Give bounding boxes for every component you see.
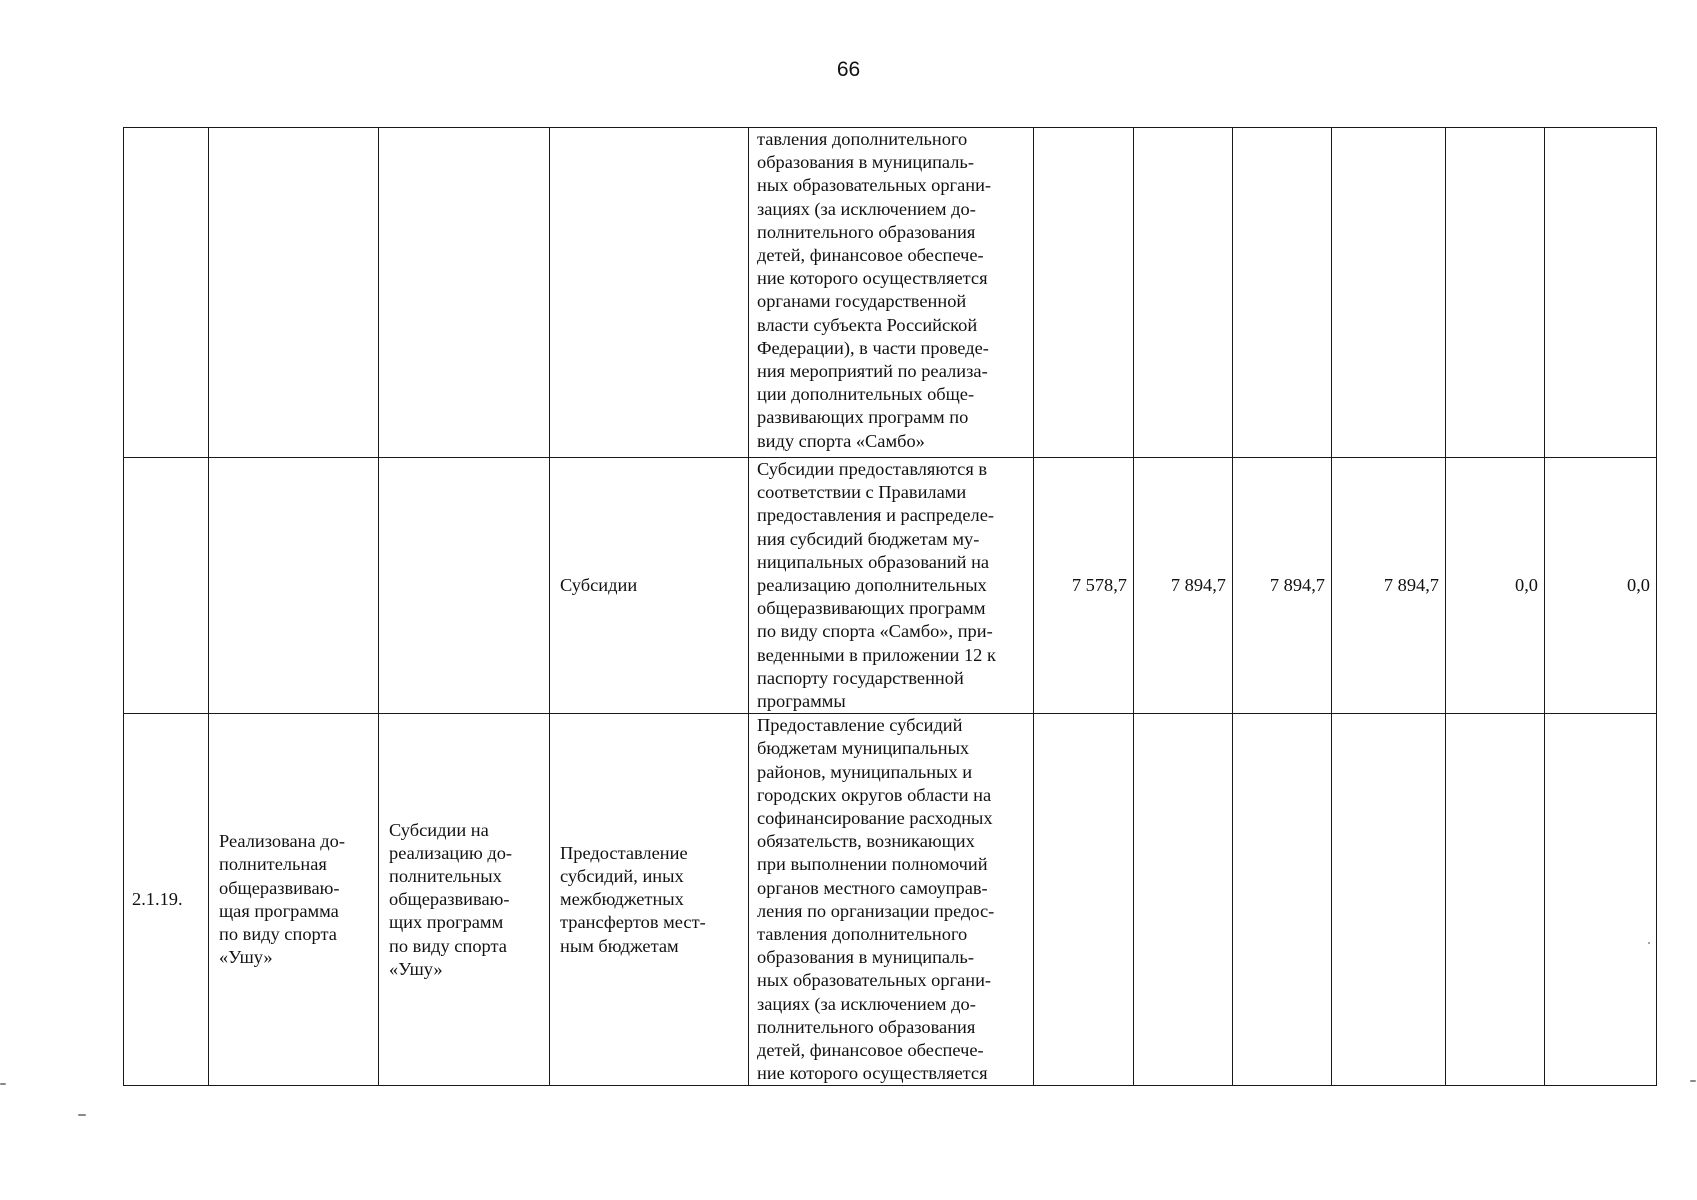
cell-text-line: при выполнении полномочий <box>757 854 988 875</box>
cell-text-line: образования в муниципаль- <box>757 152 974 173</box>
cell-text-line: зациях (за исключением до- <box>757 198 976 219</box>
cell-text-line: ние которого осуществляется <box>757 1063 988 1084</box>
cell-text-line: ния субсидий бюджетам му- <box>757 528 980 549</box>
cell-text-line: межбюджетных <box>560 889 684 910</box>
cell-text-line: Реализована до- <box>219 831 345 852</box>
cell-text-line: полнительная <box>219 854 327 875</box>
value-cell: 0,0 <box>1545 458 1657 714</box>
cell-text-line: зациях (за исключением до- <box>757 993 976 1014</box>
cell-text-line: развивающих программ по <box>757 407 969 428</box>
cell-text-line: реализацию дополнительных <box>757 575 987 596</box>
cell-text-line: веденными в приложении 12 к <box>757 644 996 665</box>
cell-text-line: Субсидии предоставляются в <box>757 459 988 479</box>
value-cell <box>1134 714 1233 1086</box>
cell-text-line: тавления дополнительного <box>757 129 968 149</box>
cell-text-line: ния мероприятий по реализа- <box>757 361 988 382</box>
value-cell <box>1446 128 1545 458</box>
mechanism-cell <box>550 714 749 1086</box>
cell-text-line: субсидий, иных <box>560 866 684 887</box>
cell-text-line: по виду спорта <box>389 935 507 956</box>
cell-text-line: общеразвиваю- <box>389 889 510 910</box>
row-number-cell <box>124 458 209 714</box>
value-cell: 7 894,7 <box>1332 458 1446 714</box>
cell-text-line: по виду спорта <box>219 924 337 945</box>
result-cell <box>209 458 379 714</box>
cell-text-line: трансфертов мест- <box>560 912 706 933</box>
scan-speck <box>1648 942 1650 944</box>
value-cell <box>1332 128 1446 458</box>
mechanism-cell <box>550 458 749 714</box>
table-row <box>124 458 1657 714</box>
cell-text-line: детей, финансовое обеспече- <box>757 245 984 266</box>
description-cell <box>749 714 1034 1086</box>
value-cell: 7 894,7 <box>1233 458 1332 714</box>
value-cell: 0,0 <box>1446 458 1545 714</box>
cell-text-line: обязательств, возникающих <box>757 831 975 852</box>
value-cell <box>1134 128 1233 458</box>
cell-text-line: софинансирование расходных <box>757 808 993 829</box>
cell-text-line: ным бюджетам <box>560 935 679 956</box>
cell-text-line: Субсидии <box>560 575 638 596</box>
cell-text-line: Федерации), в части проведе- <box>757 337 989 358</box>
cell-text-line: Предоставление <box>560 842 688 863</box>
event-cell <box>379 714 550 1086</box>
event-cell <box>379 458 550 714</box>
description-cell <box>749 128 1034 458</box>
cell-text-line: власти субъекта Российской <box>757 314 978 335</box>
cell-text-line: ных образовательных органи- <box>757 175 992 196</box>
value-cell <box>1034 128 1134 458</box>
value-cell <box>1034 714 1134 1086</box>
cell-text-line: реализацию до- <box>389 842 513 863</box>
event-cell <box>379 128 550 458</box>
table-row <box>124 128 1657 458</box>
scan-speck <box>1690 1080 1696 1082</box>
scan-speck <box>78 1114 86 1116</box>
row-number-cell: 2.1.19. <box>124 714 209 1086</box>
mechanism-cell <box>550 128 749 458</box>
cell-text-line: образования в муниципаль- <box>757 947 974 968</box>
table-row <box>124 714 1657 1086</box>
cell-text-line: соответствии с Правилами <box>757 482 967 503</box>
cell-text-line: «Ушу» <box>219 947 273 968</box>
cell-text-line: бюджетам муниципальных <box>757 738 970 759</box>
cell-text-line: по виду спорта «Самбо», при- <box>757 621 993 642</box>
cell-text-line: полнительного образования <box>757 1016 976 1037</box>
cell-text-line: «Ушу» <box>389 958 443 979</box>
cell-text-line: полнительных <box>389 866 502 887</box>
cell-text-line: ниципальных образований на <box>757 551 990 572</box>
cell-text-line: ления по организации предос- <box>757 900 995 921</box>
result-cell <box>209 714 379 1086</box>
cell-text-line: районов, муниципальных и <box>757 761 973 782</box>
value-cell <box>1332 714 1446 1086</box>
result-cell <box>209 128 379 458</box>
cell-text-line: ции дополнительных обще- <box>757 384 975 405</box>
cell-text-line: городских округов области на <box>757 784 992 805</box>
cell-text-line: паспорту государственной <box>757 667 964 688</box>
description-cell <box>749 458 1034 714</box>
value-cell <box>1545 714 1657 1086</box>
cell-text-line: детей, финансовое обеспече- <box>757 1040 984 1061</box>
cell-text-line: предоставления и распределе- <box>757 505 994 526</box>
cell-text-line: Субсидии на <box>389 819 489 840</box>
value-cell <box>1446 714 1545 1086</box>
value-cell <box>1233 714 1332 1086</box>
program-table <box>123 127 1657 1086</box>
cell-text-line: программы <box>757 691 846 712</box>
scan-speck <box>0 1083 6 1085</box>
page-number: 66 <box>836 58 861 81</box>
cell-text-line: ние которого осуществляется <box>757 268 988 289</box>
cell-text-line: щая программа <box>219 900 339 921</box>
value-cell <box>1233 128 1332 458</box>
cell-text-line: тавления дополнительного <box>757 924 968 945</box>
value-cell: 7 578,7 <box>1034 458 1134 714</box>
cell-text-line: общеразвиваю- <box>219 877 340 898</box>
cell-text-line: Предоставление субсидий <box>757 715 963 736</box>
cell-text-line: ных образовательных органи- <box>757 970 992 991</box>
cell-text-line: органов местного самоуправ- <box>757 877 988 898</box>
cell-text-line: щих программ <box>389 912 504 933</box>
cell-text-line: виду спорта «Самбо» <box>757 430 925 451</box>
cell-text-line: органами государственной <box>757 291 967 312</box>
value-cell <box>1545 128 1657 458</box>
value-cell: 7 894,7 <box>1134 458 1233 714</box>
cell-text-line: полнительного образования <box>757 221 976 242</box>
cell-text-line: общеразвивающих программ <box>757 598 986 619</box>
row-number-cell <box>124 128 209 458</box>
